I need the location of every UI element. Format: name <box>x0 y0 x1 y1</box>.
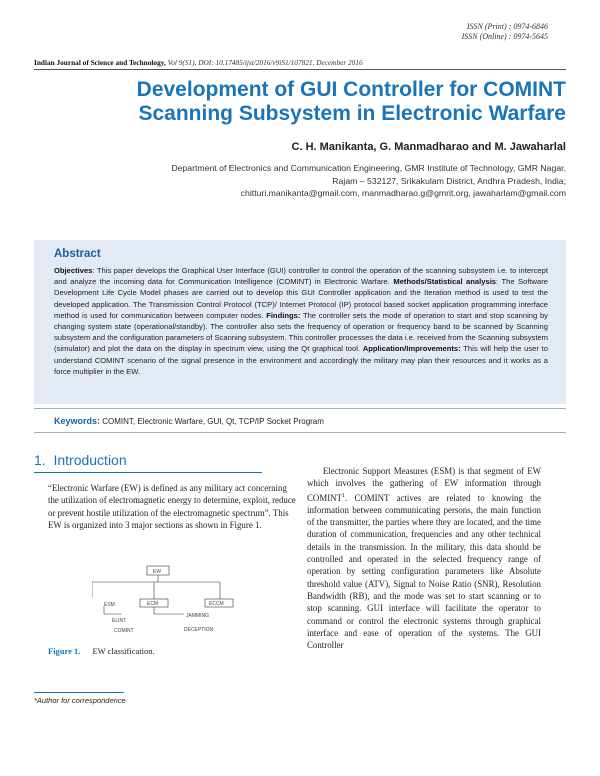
affiliation-emails: chitturi.manikanta@gmail.com, manmadharao.g@gmrit.org, jawaharlam@gmail.com <box>240 188 566 198</box>
node-label-deception: DECEPTION <box>184 627 214 633</box>
affiliation <box>66 162 566 200</box>
right-column-paragraph <box>307 465 541 651</box>
authors: C. H. Manikanta, G. Manmadharao and M. Jawaharlal <box>291 141 566 153</box>
abstract-methods-text: : The Software Development Life Cycle Model phases are carried out to develop this GUI Controller application and the Iteration method is used to test the developed application. The Transmission Control Protocol (TCP)/ Internet Protocol (IP) protocol based socket application programming interface method is used for communication between computer nodes. <box>54 277 548 320</box>
ew-classification-diagram <box>92 562 252 640</box>
figure-label: Figure 1. <box>48 646 81 656</box>
footnote: *Author for correspondence <box>34 696 126 705</box>
footnote-rule <box>34 692 124 693</box>
paper-title <box>106 78 566 126</box>
abstract-objectives-text: : This paper develops the Graphical User Interface (GUI) controller to control the operation of the scanning subsystem i.e. to intercept and analyze the incoming data for Communication Intelligence (COMINT) in Electronic Warfare. <box>54 266 548 287</box>
journal-details: Vol 9(S1), DOI: 10.17485/ijst/2016/v9iS1/107821, December 2016 <box>167 58 363 67</box>
title-line-1: Development of GUI Controller for COMINT <box>136 78 566 101</box>
abstract-objectives-label: Objectives <box>54 266 93 275</box>
issn-print: ISSN (Print) : 0974-6846 <box>466 22 548 31</box>
abstract-findings-text: The controller sets the mode of operation to start and stop scanning by changing system state (operational/standby). The controller also sets the frequency of operation or frequency band to be scanned by Scanning subsystem and the configuration parameters of Scanning subsystem. This controller processes the data i.e. received from the Scanning subsystem (simulator) and plot the data on the display in spectrum view, using the Qt graphical tool. <box>54 310 548 354</box>
node-label-elint: ELINT <box>112 618 127 624</box>
keywords-text: COMINT, Electronic Warfare, GUI, Qt, TCP/IP Socket Program <box>100 417 324 426</box>
abstract-application-label: Application/Improvements: <box>362 344 461 354</box>
journal-name: Indian Journal of Science and Technology, <box>34 58 166 67</box>
section-title: Introduction <box>53 452 127 468</box>
node-label-ew: EW <box>153 569 162 575</box>
right-para-start: Electronic Support Measures (ESM) is that segment of EW which involves the gathering of EW information through COMINT <box>307 466 541 503</box>
header-rule <box>34 69 566 70</box>
abstract-heading: Abstract <box>54 248 101 260</box>
node-label-comint: COMINT <box>114 628 134 634</box>
keywords-top-rule <box>34 408 566 409</box>
title-line-2: Scanning Subsystem in Electronic Warfare <box>138 102 566 125</box>
node-label-jamming: JAMMING <box>186 613 210 619</box>
abstract-findings-label: Findings: <box>266 310 301 320</box>
section-heading <box>34 452 127 468</box>
node-label-esm: ESM <box>104 602 115 608</box>
section-rule <box>34 472 262 473</box>
issn-online: ISSN (Online) : 0974-5645 <box>461 32 548 41</box>
node-label-eccm: ECCM <box>209 601 224 607</box>
left-column-paragraph: “Electronic Warfare (EW) is defined as any military act concerning the utilization of electromagnetic energy to determine, exploit, reduce or prevent hostile utilization of the electromagnetic spectrum”. This EW is organized into 3 major sections as shown in Figure 1. <box>48 483 296 530</box>
abstract-methods-label: Methods/Statistical analysis <box>393 277 497 287</box>
affiliation-line-1: Department of Electronics and Communication Engineering, GMR Institute of Technology, GMR Nagar, <box>171 163 566 173</box>
abstract-application-text: This will help the user to understand COMINT scenario of the signal presence in the environment and accordingly the military may plan their resources and it works as a force multiplier in the EW. <box>54 344 548 376</box>
section-number: 1. <box>34 452 46 468</box>
keywords <box>54 416 324 426</box>
affiliation-line-2: Rajam – 532127, Srikakulam District, Andhra Pradesh, India; <box>332 175 566 186</box>
journal-citation <box>34 58 564 67</box>
figure-caption-text: EW classification. <box>92 646 155 656</box>
keywords-bottom-rule <box>34 432 566 433</box>
keywords-label: Keywords: <box>54 416 101 426</box>
abstract-body <box>54 265 548 377</box>
right-para-rest: . COMINT actives are related to knowing the information between communicating persons, the main function of the transmitter, the parties where they are located, and the time duration of communication, frequencies and any other technical details in the transmission. In the military, this data should be controlled and operated in the selected frequency range of operation by setting configuration parameters like Absolute threshold value (ATV), Signal to Noise Ratio (SNR), Resolution Bandwidth (RB), and the mode was set to start scanning or to stop scanning. GUI interface will facilitate the operator to command or control the electronic systems through graphical interface and ease of operation of the systems. The GUI Controller <box>307 492 541 651</box>
citation-superscript: 1 <box>342 492 346 499</box>
node-label-ecm: ECM <box>147 601 159 607</box>
figure-caption <box>48 646 155 656</box>
